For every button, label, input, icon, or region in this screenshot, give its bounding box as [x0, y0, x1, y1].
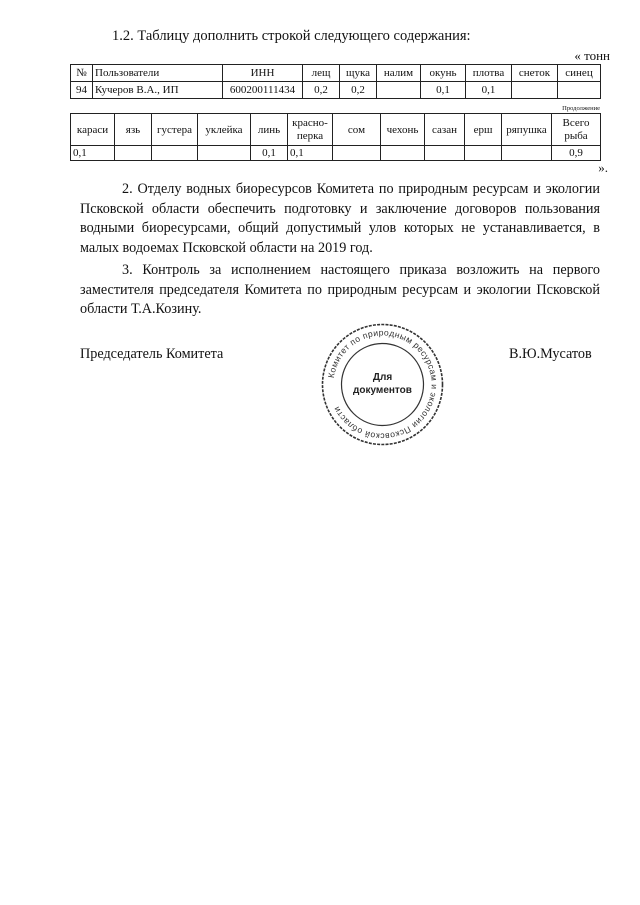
- cell-total-fish: 0,9: [552, 146, 601, 161]
- col-ruffe: ерш: [465, 114, 502, 146]
- col-smelt: снеток: [512, 65, 558, 82]
- cell-number: 94: [71, 82, 93, 99]
- cell-carp: [425, 146, 465, 161]
- cell-smelt: [512, 82, 558, 99]
- cell-inn: 600200111434: [223, 82, 303, 99]
- stamp-ring-text: Комитет по природным ресурсам и экологии Псковской области: [325, 327, 440, 442]
- col-bream: лещ: [303, 65, 340, 82]
- col-roach: плотва: [466, 65, 512, 82]
- col-pike: щука: [340, 65, 377, 82]
- col-inn: ИНН: [223, 65, 303, 82]
- col-number: №: [71, 65, 93, 82]
- col-rudd: красно-перка: [288, 114, 333, 146]
- paragraph-2: 2. Отделу водных биоресурсов Комитета по природным ресурсам и экологии Псковской области обеспечить подготовку и заключение договоров пользования водными биоресурсами, общий допустимый улов которых не устанавливается, в малых водоемах Псковской области на 2019 год.: [80, 181, 600, 256]
- cell-silver-bream: [152, 146, 198, 161]
- col-burbot: налим: [377, 65, 421, 82]
- cell-burbot: [377, 82, 421, 99]
- col-crucian: караси: [71, 114, 115, 146]
- col-ide: язь: [115, 114, 152, 146]
- paragraph-3: 3. Контроль за исполнением настоящего приказа возложить на первого заместителя председателя Комитета по природным ресурсам и экологии Псковской области Т.А.Козину.: [80, 262, 600, 317]
- col-total-fish: Всего рыба: [552, 114, 601, 146]
- col-tench: линь: [251, 114, 288, 146]
- cell-catfish: [333, 146, 381, 161]
- cell-vendace: [502, 146, 552, 161]
- users-table-header: [71, 65, 601, 82]
- cell-ruffe: [465, 146, 502, 161]
- continuation-note: Продолжение: [562, 105, 600, 112]
- col-vendace: ряпушка: [502, 114, 552, 146]
- fish-table-header: [71, 114, 601, 146]
- signature-name: В.Ю.Мусатов: [509, 346, 592, 362]
- cell-perch: 0,1: [421, 82, 466, 99]
- table-row: [71, 146, 601, 161]
- cell-bream: 0,2: [303, 82, 340, 99]
- unit-label-close: ».: [598, 160, 608, 175]
- cell-roach: 0,1: [466, 82, 512, 99]
- col-bleak: уклейка: [198, 114, 251, 146]
- cell-sabrefish: [381, 146, 425, 161]
- cell-rudd: 0,1: [288, 146, 333, 161]
- col-silver-bream: густера: [152, 114, 198, 146]
- stamp-line-2: документов: [353, 385, 412, 396]
- fish-table: [70, 113, 601, 161]
- col-carp: сазан: [425, 114, 465, 146]
- cell-crucian: 0,1: [71, 146, 115, 161]
- col-users: Пользователи: [93, 65, 223, 82]
- cell-blue-bream: [558, 82, 601, 99]
- col-blue-bream: синец: [558, 65, 601, 82]
- signature-title: Председатель Комитета: [80, 346, 224, 362]
- users-table: [70, 64, 601, 99]
- unit-label-open: « тонн: [574, 48, 610, 63]
- cell-bleak: [198, 146, 251, 161]
- cell-user: Кучеров В.А., ИП: [93, 82, 223, 99]
- cell-pike: 0,2: [340, 82, 377, 99]
- stamp-line-1: Для: [372, 372, 393, 383]
- cell-ide: [115, 146, 152, 161]
- cell-tench: 0,1: [251, 146, 288, 161]
- col-perch: окунь: [421, 65, 466, 82]
- col-catfish: сом: [333, 114, 381, 146]
- section-heading: 1.2. Таблицу дополнить строкой следующего содержания:: [112, 28, 471, 44]
- col-sabrefish: чехонь: [381, 114, 425, 146]
- official-stamp: [320, 322, 445, 447]
- table-row: [71, 82, 601, 99]
